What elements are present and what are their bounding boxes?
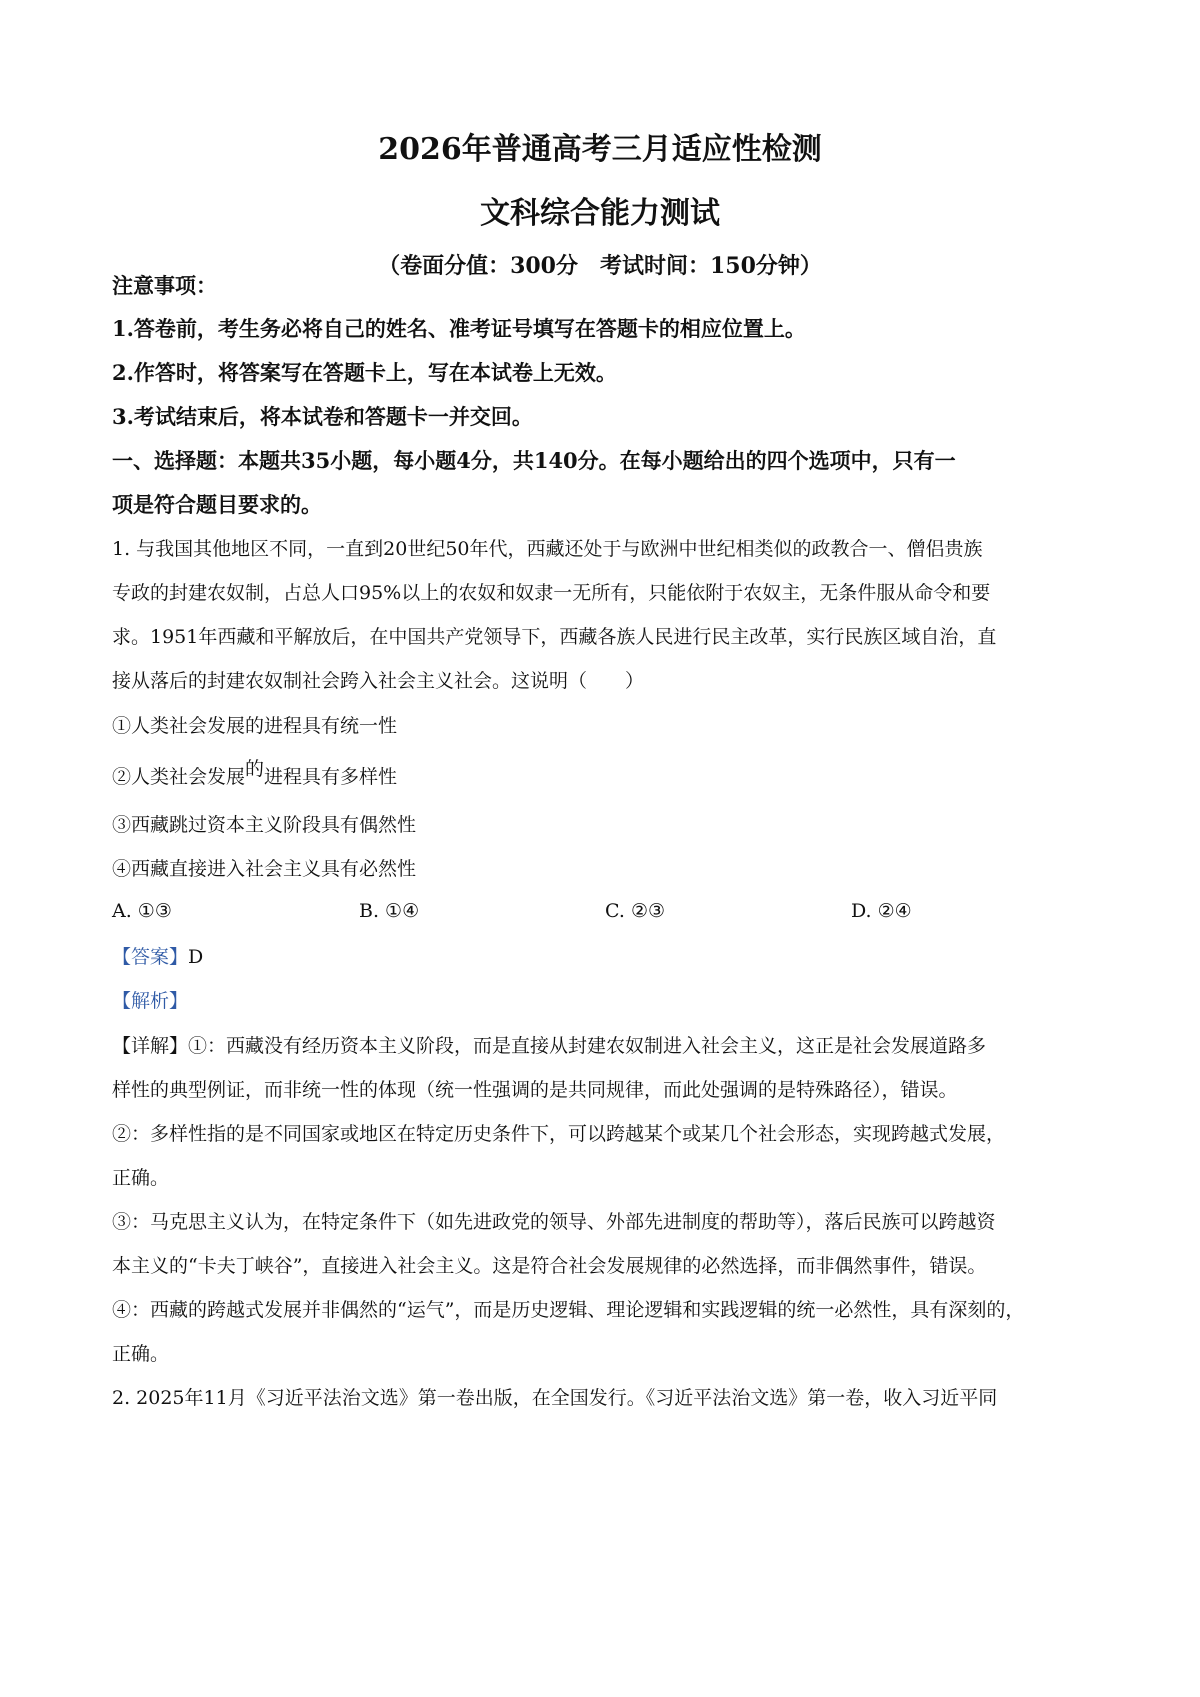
question-stem: 2. 2025年11月《习近平法治文选》第一卷出版，在全国发行。《习近平法治文选》第一卷，收入习近平同 [112,1387,998,1409]
option-b[interactable]: B. ①④ [359,900,420,922]
option-c[interactable]: C. ②③ [605,900,666,922]
answer-line [112,944,1102,970]
statement-2-raised-char: 的 [245,758,265,780]
answer-value: D [188,946,204,968]
detail-line: 本主义的“卡夫丁峡谷”，直接进入社会主义。这是符合社会发展规律的必然选择，而非偶然事件，错误。 [112,1255,987,1277]
statement-2 [112,758,1102,790]
notice-heading: 注意事项： [112,273,217,298]
notice-item: 1.答卷前，考生务必将自己的姓名、准考证号填写在答题卡的相应位置上。 [112,316,806,341]
detail-line: ②：多样性指的是不同国家或地区在特定历史条件下，可以跨越某个或某几个社会形态，实现跨越式发展， [112,1123,1006,1145]
statement-3: ③西藏跳过资本主义阶段具有偶然性 [112,814,417,836]
statement-2-part: 进程具有多样性 [264,766,398,788]
option-d[interactable]: D. ②④ [851,900,912,922]
section-heading: 一、选择题：本题共35小题，每小题4分，共140分。在每小题给出的四个选项中，只有一 [112,448,956,473]
exam-title: 2026年普通高考三月适应性检测 [378,132,822,167]
statement-4: ④西藏直接进入社会主义具有必然性 [112,858,417,880]
section-heading: 项是符合题目要求的。 [112,492,322,517]
detail-line: 正确。 [112,1343,170,1365]
notice-item: 3.考试结束后，将本试卷和答题卡一并交回。 [112,404,533,429]
answer-tag: 【答案】 [112,946,189,968]
exam-meta: （卷面分值：300分 考试时间：150分钟） [378,253,822,279]
detail-line: ③：马克思主义认为，在特定条件下（如先进政党的领导、外部先进制度的帮助等），落后民族可以跨越资 [112,1211,996,1233]
exam-subtitle: 文科综合能力测试 [480,196,720,231]
statement-1: ①人类社会发展的进程具有统一性 [112,715,398,737]
analysis-tag: 【解析】 [112,990,189,1012]
question-stem: 专政的封建农奴制，占总人口95%以上的农奴和奴隶一无所有，只能依附于农奴主，无条件服从命令和要 [112,582,991,604]
detail-line: 【详解】①：西藏没有经历资本主义阶段，而是直接从封建农奴制进入社会主义，这正是社会发展道路多 [112,1035,987,1057]
option-a[interactable]: A. ①③ [112,900,172,922]
statement-2-part: ②人类社会发展 [112,766,246,788]
question-stem: 1. 与我国其他地区不同，一直到20世纪50年代，西藏还处于与欧洲中世纪相类似的政教合一、僧侣贵族 [112,538,983,560]
detail-line: 正确。 [112,1167,170,1189]
question-stem: 求。1951年西藏和平解放后，在中国共产党领导下，西藏各族人民进行民主改革，实行民族区域自治，直 [112,626,997,648]
question-stem: 接从落后的封建农奴制社会跨入社会主义社会。这说明（ ） [112,670,645,692]
detail-line: ④：西藏的跨越式发展并非偶然的“运气”，而是历史逻辑、理论逻辑和实践逻辑的统一必然性，具有深刻的， [112,1299,1025,1321]
detail-line: 样性的典型例证，而非统一性的体现（统一性强调的是共同规律，而此处强调的是特殊路径），错误。 [112,1079,958,1101]
notice-item: 2.作答时，将答案写在答题卡上，写在本试卷上无效。 [112,360,617,385]
